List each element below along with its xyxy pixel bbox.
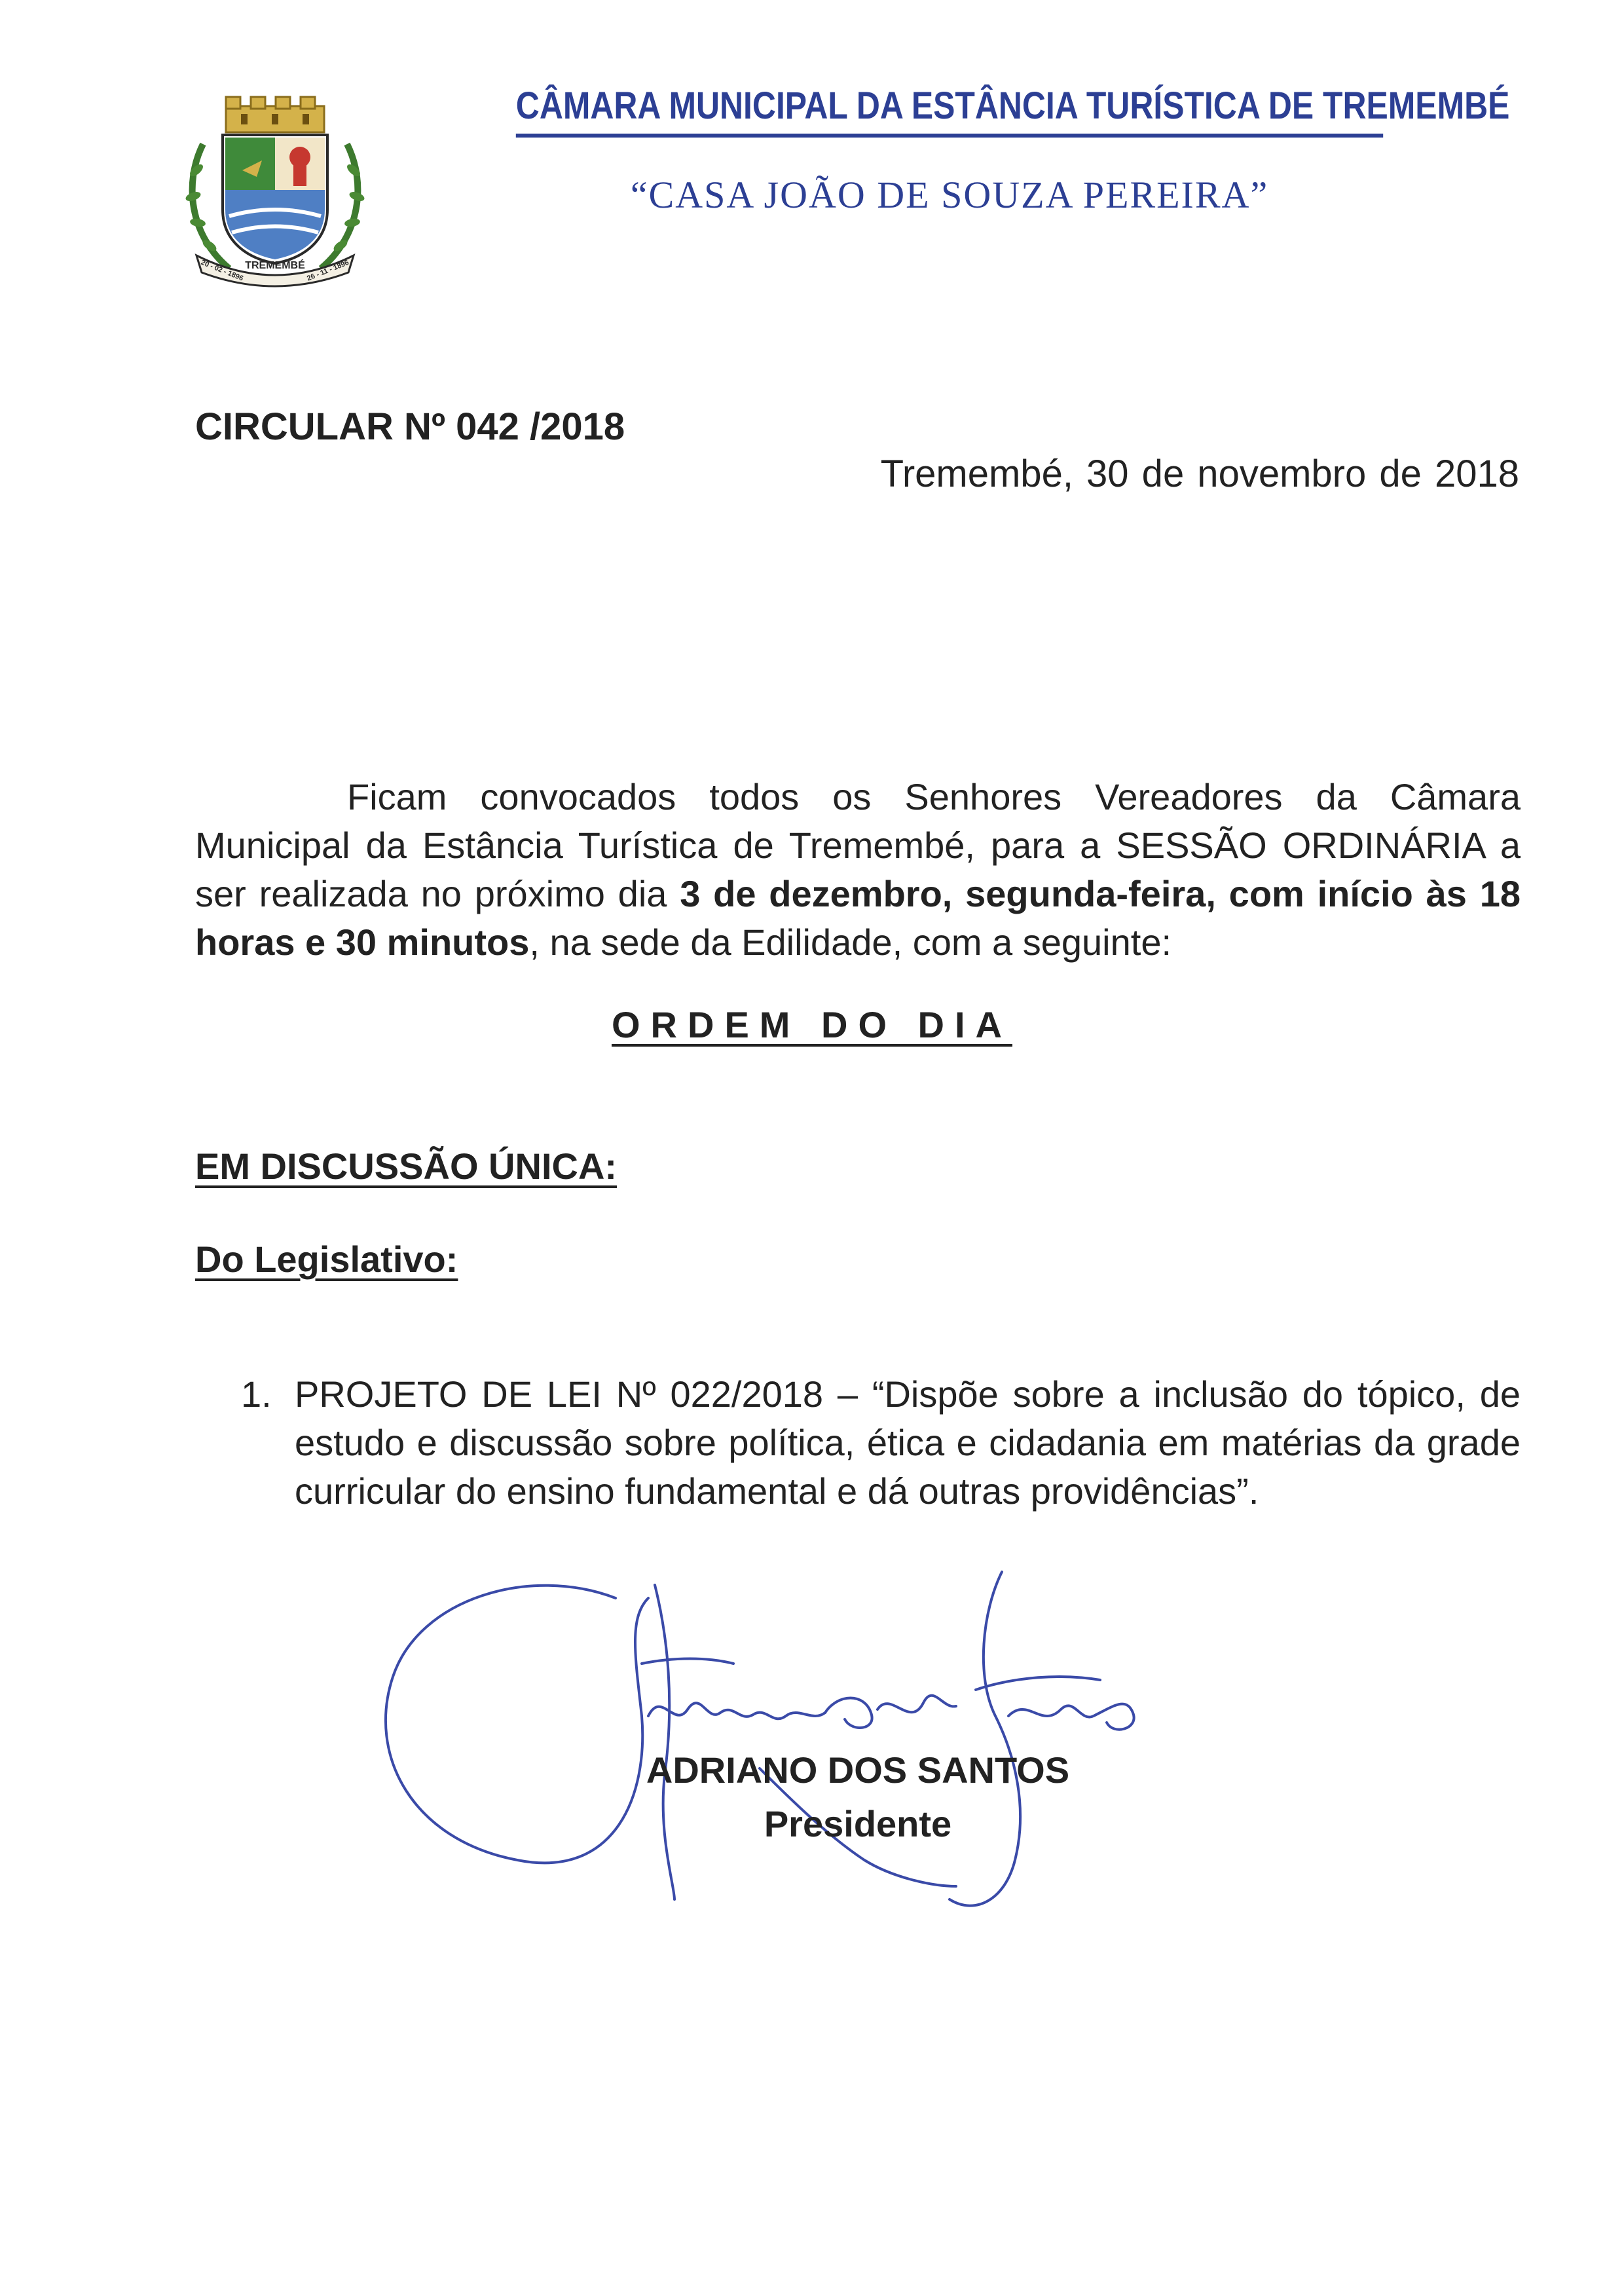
section-origin-heading: Do Legislativo: [195, 1239, 458, 1280]
signer-name: ADRIANO DOS SANTOS [646, 1749, 1070, 1791]
agenda-item [241, 1370, 1521, 1516]
crest-banner-text: TREMEMBÉ [245, 260, 305, 271]
convocation-text-part2: , na sede da Edilidade, com a seguinte: [529, 922, 1172, 963]
signer-role: Presidente [764, 1803, 952, 1844]
section-discussion-heading: EM DISCUSSÃO ÚNICA: [195, 1146, 618, 1187]
convocation-paragraph [195, 773, 1521, 967]
agenda-title-text: ORDEM DO DIA [612, 1004, 1012, 1045]
agenda-item-number: 1. [241, 1373, 272, 1415]
institution-subtitle: “CASA JOÃO DE SOUZA PEREIRA” [630, 174, 1269, 216]
convocation-bold-datetime: 3 de dezembro, segunda-feira, com início às 18 horas e 30 minutos [195, 873, 1521, 963]
agenda-item-text: PROJETO DE LEI Nº 022/2018 – “Dispõe sobre a inclusão do tópico, de estudo e discussão sobre política, ética e cidadania em matérias da grade curricular do ensino fundamental e dá outras providências”. [295, 1373, 1521, 1512]
municipal-crest-logo [177, 92, 373, 295]
date-line: Tremembé, 30 de novembro de 2018 [880, 453, 1519, 495]
crest-date-left: 20 - 02 - 1896 [200, 258, 245, 283]
crest-date-right: 26 - 11 - 1896 [306, 258, 350, 283]
handwritten-signature [367, 1559, 1218, 1926]
institution-name: CÂMARA MUNICIPAL DA ESTÂNCIA TURÍSTICA DE TREMEMBÉ [516, 79, 1383, 138]
convocation-text-part1: Ficam convocados todos os Senhores Vereadores da Câmara Municipal da Estância Turística de Tremembé, para a SESSÃO ORDINÁRIA a ser realizada no próximo dia [195, 776, 1521, 914]
circular-number: CIRCULAR Nº 042 /2018 [195, 405, 625, 448]
agenda-title [0, 1003, 1624, 1046]
